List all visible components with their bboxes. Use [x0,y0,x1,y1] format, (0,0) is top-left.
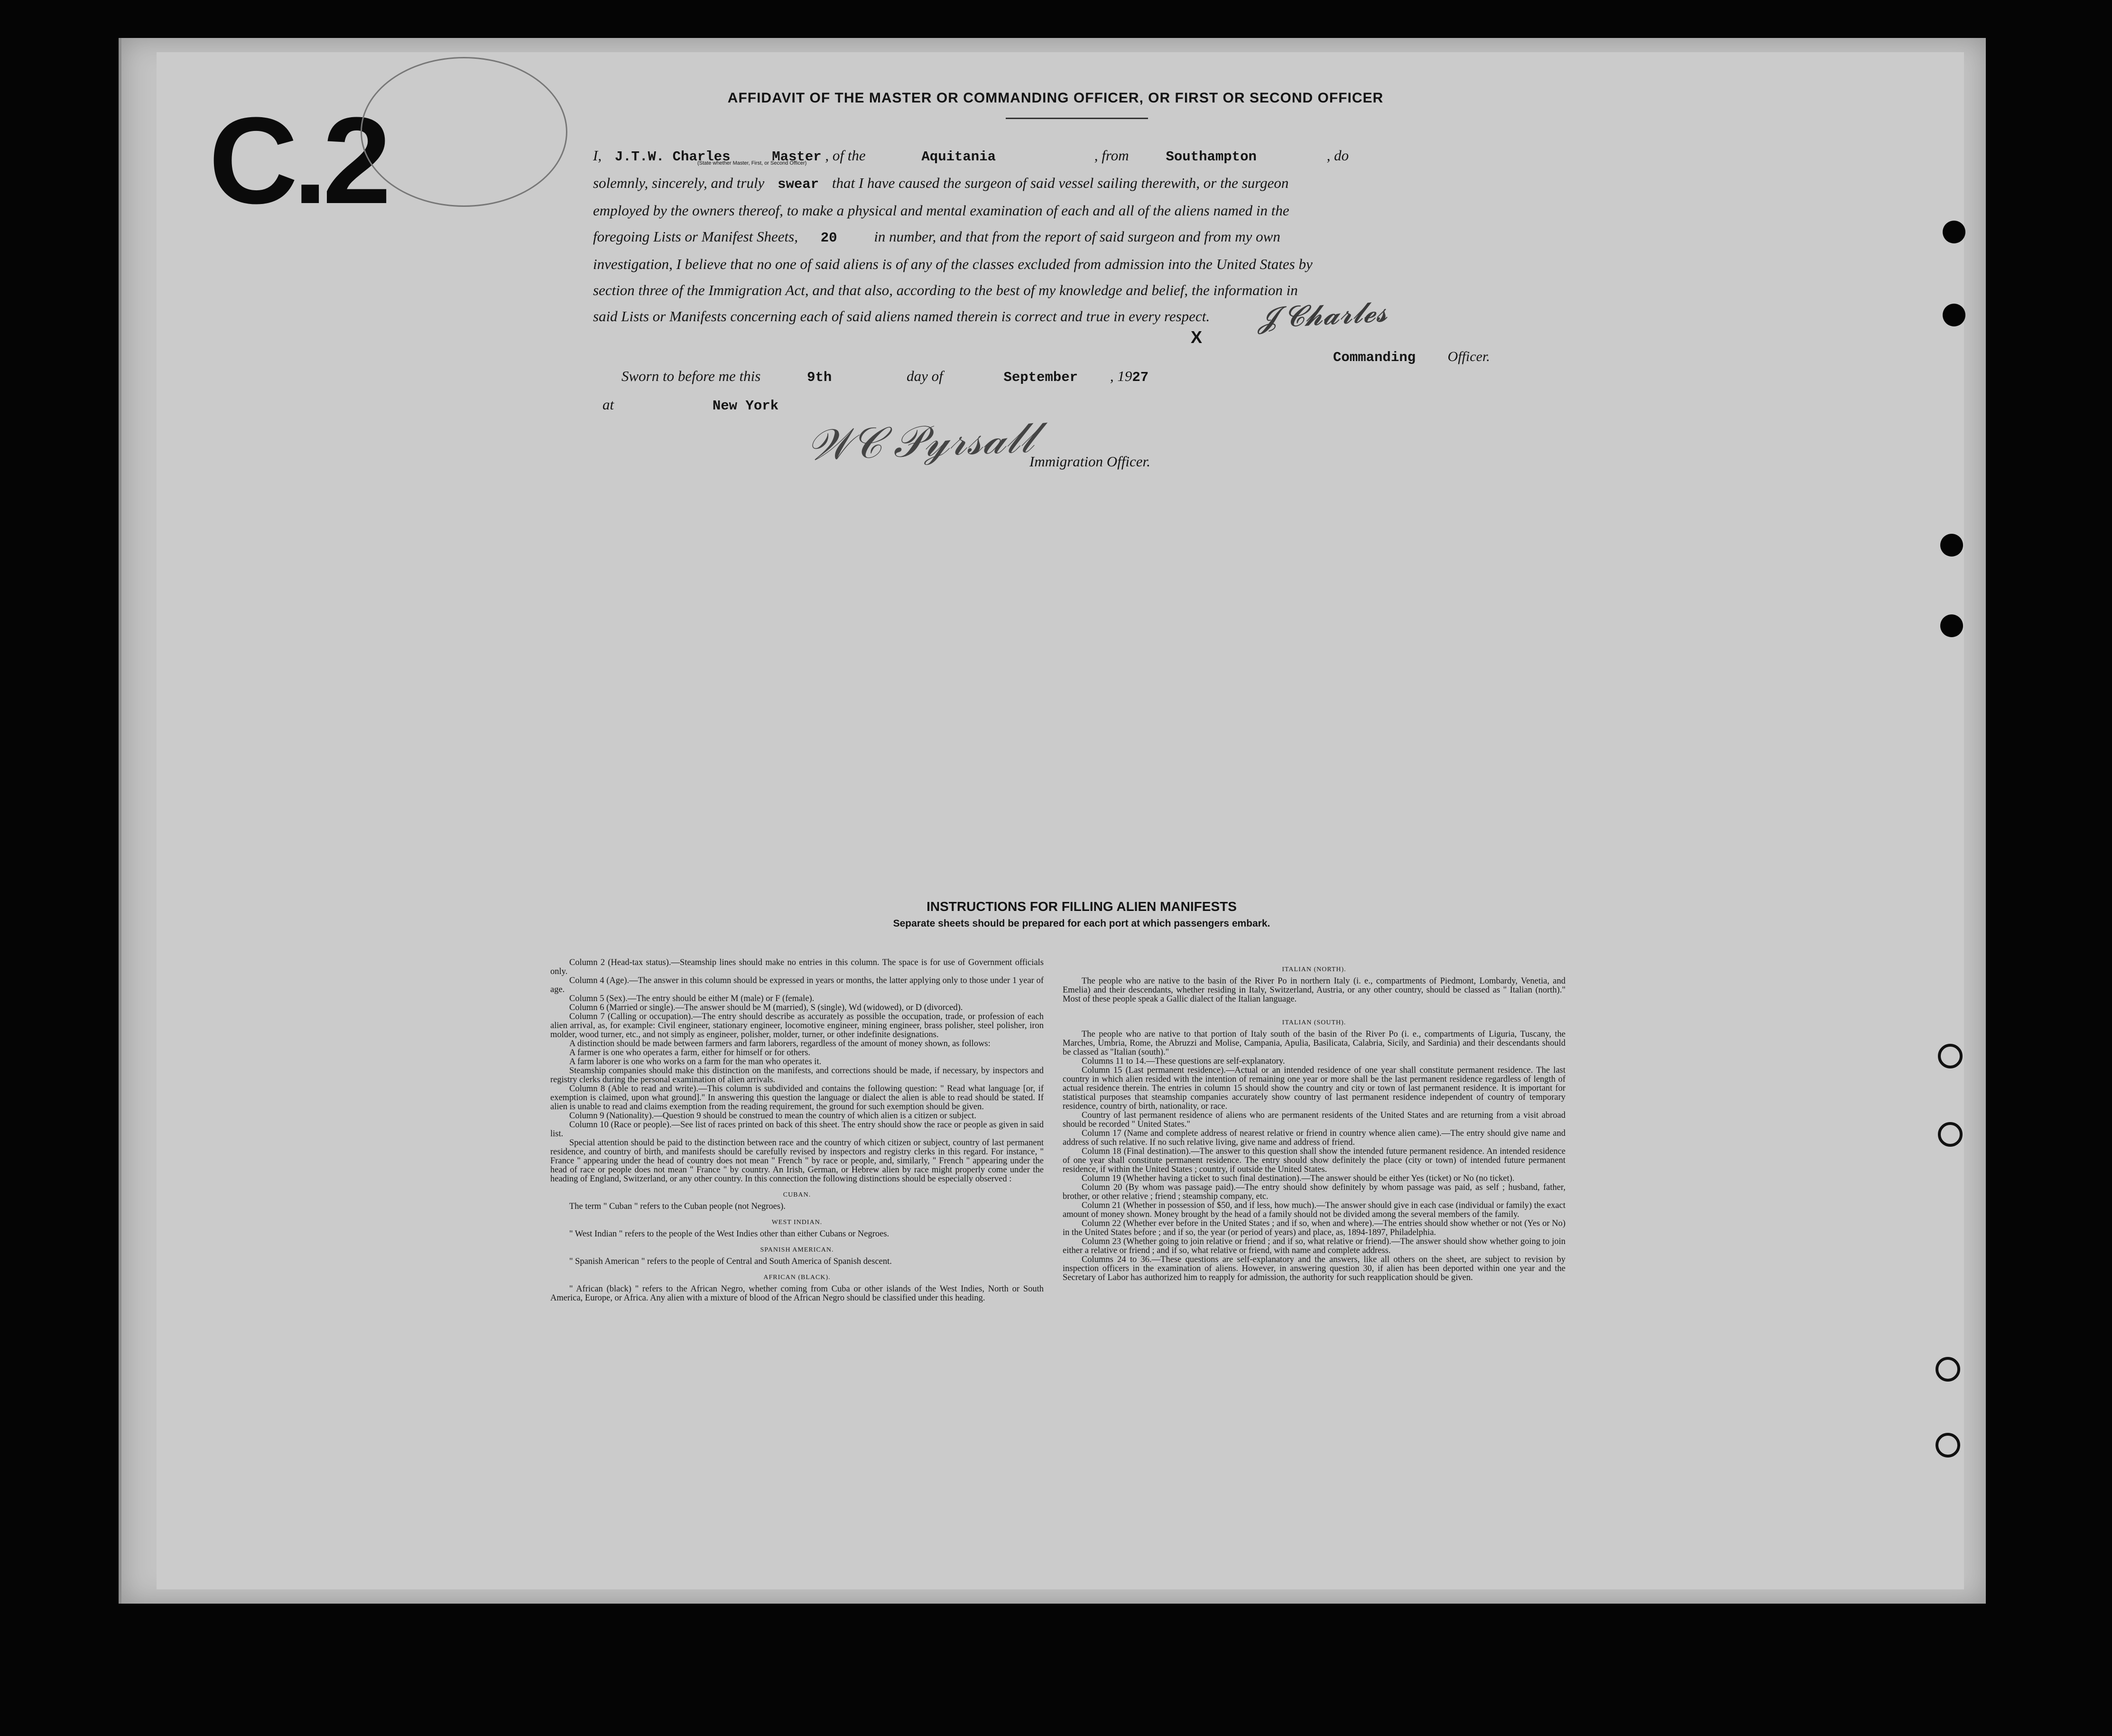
section-heading-italian-south: ITALIAN (SOUTH). [1282,1019,1346,1026]
instruction-paragraph: Columns 24 to 36.—These questions are self-explanatory and the answers, like all others on the sheet, are subject to revision by inspection officers in the examination of aliens. However, in answering question 30, if alien has been deported within one year and the Secretary of Labor has authorized him to reapply for admission, the authority for such reapplication should be given. [1063,1255,1565,1282]
commanding-officer-label: Commanding Officer. [1333,349,1490,365]
punch-ring [1936,1433,1960,1457]
oval-stamp-outline [361,57,567,207]
instruction-paragraph: Column 19 (Whether having a ticket to such final destination).—The answer should be either Yes (ticket) or No (no ticket). [1082,1174,1515,1183]
section-heading-italian-north: ITALIAN (NORTH). [1282,966,1346,973]
sworn-place-line: at New York [602,396,779,414]
instruction-paragraph: The term " Cuban " refers to the Cuban people (not Negroes). [569,1202,786,1211]
affidavit-line-6: section three of the Immigration Act, and that also, according to the best of my knowledge and belief, the information in [593,282,1298,298]
master-signature: 𝓙 𝓒𝓱𝓪𝓻𝓵𝓮𝓼 [1256,296,1388,334]
instruction-paragraph: " Spanish American " refers to the people of Central and South America of Spanish descent. [569,1257,892,1266]
departure-port: Southampton [1166,149,1257,165]
affidavit-title: AFFIDAVIT OF THE MASTER OR COMMANDING OFFICER, OR FIRST OR SECOND OFFICER [727,90,1384,106]
sworn-day: 9th [807,370,832,385]
instructions-subtitle: Separate sheets should be prepared for each port at which passengers embark. [893,918,1270,929]
affidavit-line-3: employed by the owners thereof, to make a physical and mental examination of each and all of the aliens named in the [593,202,1289,219]
binding-hole [1940,534,1963,557]
instruction-paragraph: Column 8 (Able to read and write).—This column is subdivided and contains the following question: " Read what language [or, if exemption is claimed, upon what ground]." In answering this question the language or dialect the alien is able to read should be stated. If alien is unable to read and claims exemption from the reading requirement, the ground for such exemption should be given. [550,1084,1044,1112]
instruction-paragraph: Column 17 (Name and complete address of nearest relative or friend in country whence alien came).—The entry should give name and address of such relative. If no such relative living, give name and address of friend. [1063,1129,1565,1147]
instruction-paragraph: Column 20 (By whom was passage paid).—The entry should show definitely by whom passage was paid, as self ; husband, father, brother, or other relative ; friend ; steamship company, etc. [1063,1183,1565,1201]
instruction-paragraph: Column 15 (Last permanent residence).—Actual or an intended residence of one year shall constitute permanent residence. The last country in which alien resided with the intention of remaining one year or more shall be the last permanent residence regardless of length of actual residence therein. The entries in column 15 should show the country and city or town of last permanent residence. It is important for statistical purposes that steamship companies accurately show country of last permanent residence independent of country of temporary residence, country of birth, nationality, or race. [1063,1066,1565,1111]
sworn-line: Sworn to before me this 9th day of September , 1927 [621,368,1149,385]
sheet-count: 20 [820,230,837,246]
instruction-paragraph: " West Indian " refers to the people of the West Indies other than either Cubans or Negroes. [569,1229,889,1239]
section-heading-spanish-american: SPANISH AMERICAN. [760,1246,834,1253]
affidavit-line-1: I, J.T.W. Charles Master , of the Aquitania , from Southampton , do [593,147,1349,165]
immigration-officer-label: Immigration Officer. [1029,453,1150,470]
sworn-year: 27 [1132,370,1149,385]
binding-hole [1940,614,1963,637]
section-heading-cuban: CUBAN. [783,1191,811,1198]
binding-hole [1943,304,1965,326]
section-heading-west-indian: WEST INDIAN. [771,1219,823,1226]
instruction-paragraph: Column 10 (Race or people).—See list of races printed on back of this sheet. The entry should show the race or people as given in said list. [550,1120,1044,1139]
affidavit-line-7: said Lists or Manifests concerning each of said aliens named therein is correct and true in every respect. [593,308,1210,325]
sheet-stamp: C.2 [209,92,387,230]
instruction-paragraph: Steamship companies should make this distinction on the manifests, and corrections should be made, if necessary, by inspectors and registry clerks during the personal examination of alien arrivals. [550,1066,1044,1085]
sworn-place: New York [712,398,779,414]
instruction-paragraph: A farmer is one who operates a farm, either for himself or for others. [569,1048,811,1058]
rank-note: (State whether Master, First, or Second Officer) [697,160,807,166]
affidavit-line-4: foregoing Lists or Manifest Sheets, 20 in number, and that from the report of said surgeon and from my own [593,228,1280,246]
immigration-officer-signature: 𝒲𝒞 𝒫𝓎𝓇𝓈𝒶𝓁𝓁 [806,414,1035,470]
instructions-left-column [550,958,1044,1303]
punch-ring [1938,1122,1963,1147]
instruction-paragraph: Column 22 (Whether ever before in the United States ; and if so, when and where).—The entries should show whether or not (Yes or No) in the United States before ; and if so, the year (or period of years) and place, as, 1894-1897, Philadelphia. [1063,1219,1565,1237]
instruction-paragraph: Column 21 (Whether in possession of $50, and if less, how much).—The answer should give in each case (individual or family) the exact amount of money shown. Money brought by the head of a family should not be divided among the several members of the family. [1063,1201,1565,1219]
instruction-paragraph: The people who are native to that portion of Italy south of the basin of the River Po (i. e., compartments of Liguria, Tuscany, the Marches, Umbria, Rome, the Abruzzi and Molise, Campania, Apulia, Basilicata, Calabria, Sicily, and Sardinia) and their descendants should be classed as "Italian (south)." [1063,1030,1565,1057]
instruction-paragraph: The people who are native to the basin of the River Po in northern Italy (i. e., compartments of Piedmont, Lombardy, Venetia, and Emelia) and their descendants, whether residing in Italy, Switzerland, Austria, or any other country, should be classed as " Italian (north)." Most of these people speak a Gallic dialect of the Italian language. [1063,976,1565,1004]
instruction-paragraph: Country of last permanent residence of aliens who are permanent residents of the United States and are returning from a visit abroad should be recorded " United States." [1063,1111,1565,1129]
instruction-paragraph: " African (black) " refers to the African Negro, whether coming from Cuba or other islands of the West Indies, North or South America, Europe, or Africa. Any alien with a mixture of blood of the African Negro should be classified under this heading. [550,1284,1044,1303]
affidavit-line-5: investigation, I believe that no one of said aliens is of any of the classes excluded from admission into the United States by [593,256,1313,272]
instruction-paragraph: Column 5 (Sex).—The entry should be either M (male) or F (female). [569,994,815,1003]
officer-rank: Master [772,149,822,165]
sworn-month: September [1003,370,1078,385]
instruction-paragraph: Special attention should be paid to the distinction between race and the country of which citizen or subject, country of last permanent residence, and country of birth, and manifests should be carefully revised by inspectors and registry clerks in this regard. For instance, " France " appearing under the head of country does not mean " French " by race or people, and, similarly, " French " appearing under the head of race or people does not mean " France " by country. An Irish, German, or Hebrew alien by race might properly come under the heading of England, Switzerland, or any other country. In this connection the following distinctions should be especially observed : [550,1138,1044,1184]
instruction-paragraph: Column 7 (Calling or occupation).—The entry should describe as accurately as possible the occupation, trade, or profession of each alien arrival, as, for example: Civil engineer, stationary engineer, locomotive engineer, mining engineer, brass polisher, steel polisher, iron molder, wood turner, etc., and not simply as engineer, polisher, molder, turner, or other indefinite designations. [550,1012,1044,1040]
punch-ring [1938,1044,1963,1068]
instruction-paragraph: Column 6 (Married or single).—The answer should be M (married), S (single), Wd (widowed), or D (divorced). [569,1003,963,1012]
instruction-paragraph: Column 18 (Final destination).—The answer to this question shall show the intended future permanent residence. An intended residence of one year shall constitute permanent residence. The entry should show definitely the place (city or town) of intended future permanent residence, if within the United States ; country, if outside the United States. [1063,1147,1565,1174]
instruction-paragraph: Columns 11 to 14.—These questions are self-explanatory. [1082,1057,1285,1066]
instruction-paragraph: A distinction should be made between farmers and farm laborers, regardless of the amount of money shown, as follows: [569,1039,991,1049]
instruction-paragraph: Column 23 (Whether going to join relative or friend ; and if so, what relative or friend).—The answer should show whether going to join either a relative or friend ; and if so, what relative or friend, with name and complete address. [1063,1237,1565,1255]
signature-mark: X [1191,327,1203,347]
instruction-paragraph: Column 9 (Nationality).—Question 9 should be construed to mean the country of which alien is a citizen or subject. [569,1111,977,1121]
officer-name: J.T.W. Charles [614,149,731,165]
instructions-right-column [1063,958,1565,1282]
instruction-paragraph: Column 4 (Age).—The answer in this column should be expressed in years or months, the latter applying only to those under 1 year of age. [550,976,1044,994]
affidavit-line-2: (State whether Master, First, or Second Officer) solemnly, sincerely, and truly swear that I have caused the surgeon of said vessel sailing therewith, or the surgeon [593,160,1289,192]
binding-hole [1943,221,1965,243]
instruction-paragraph: A farm laborer is one who works on a farm for the man who operates it. [569,1057,822,1067]
punch-ring [1936,1357,1960,1382]
title-rule [1006,118,1148,119]
oath-word: swear [778,176,819,192]
vessel-name: Aquitania [921,149,996,165]
instruction-paragraph: Column 2 (Head-tax status).—Steamship lines should make no entries in this column. The space is for use of Government officials only. [550,958,1044,976]
section-heading-african: AFRICAN (BLACK). [763,1274,831,1281]
instructions-title: INSTRUCTIONS FOR FILLING ALIEN MANIFESTS [926,899,1237,914]
